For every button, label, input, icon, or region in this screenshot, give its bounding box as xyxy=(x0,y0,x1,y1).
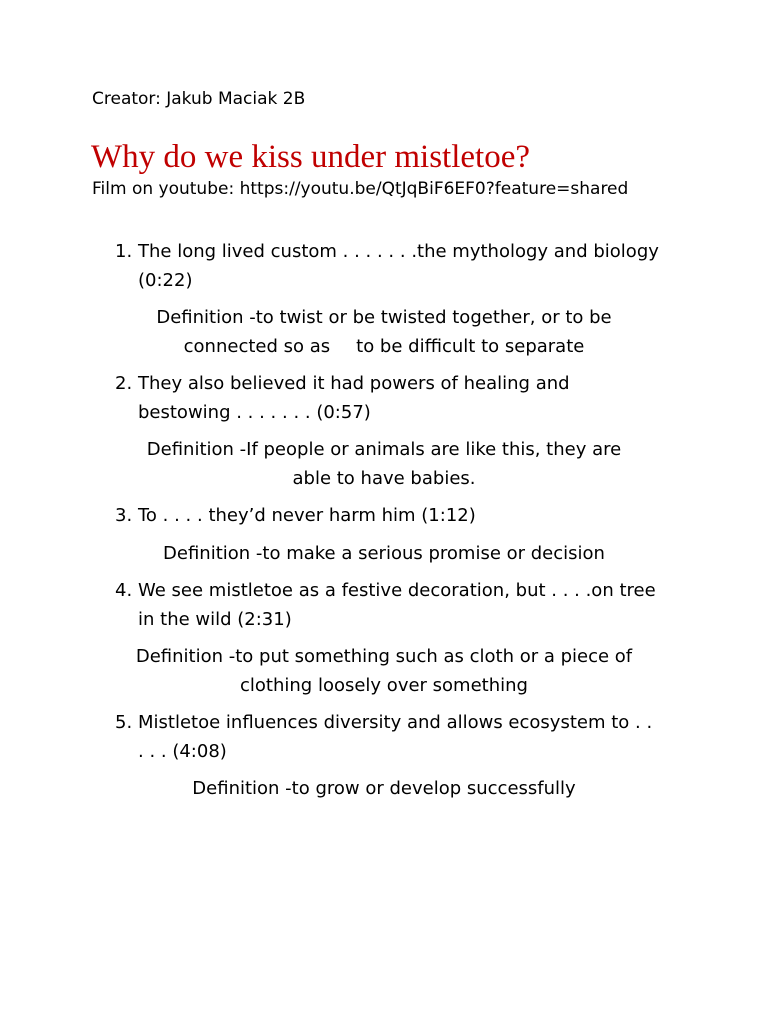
list-item xyxy=(0,238,768,361)
question-line: Mistletoe influences diversity and allows ecosystem to . . xyxy=(138,712,653,733)
question-line: bestowing . . . . . . . (0:57) xyxy=(138,401,371,423)
list-item xyxy=(0,370,768,493)
definition-line: able to have babies. xyxy=(292,467,476,489)
definition xyxy=(84,775,684,804)
question-line: in the wild (2:31) xyxy=(138,608,292,630)
list-item xyxy=(0,577,768,700)
definition-line: connected so as xyxy=(183,335,331,357)
question-number: 4. xyxy=(115,580,133,601)
definition xyxy=(84,643,684,700)
definition-line: Definition -If people or animals are like this, they are xyxy=(146,439,622,460)
definition xyxy=(84,304,684,361)
question-text xyxy=(0,238,683,295)
list-item xyxy=(0,502,768,568)
question-number: 1. xyxy=(115,241,133,262)
question-line: To . . . . they’d never harm him (1:12) xyxy=(138,505,476,526)
question-line: We see mistletoe as a festive decoration, but . . . .on tree xyxy=(138,580,656,601)
question-line: (0:22) xyxy=(138,269,193,291)
question-list xyxy=(0,238,768,813)
page-title: Why do we kiss under mistletoe? xyxy=(91,139,530,175)
film-link-line: Film on youtube: https://youtu.be/QtJqBiF6EF0?feature=shared xyxy=(92,179,629,199)
definition-line: clothing loosely over something xyxy=(240,674,528,696)
question-text xyxy=(0,709,683,766)
definition-line: Definition -to twist or be twisted together, or to be xyxy=(156,307,612,328)
question-text xyxy=(0,577,683,634)
question-text xyxy=(0,502,683,531)
list-item xyxy=(0,709,768,804)
definition-line: Definition -to make a serious promise or decision xyxy=(163,542,605,564)
question-number: 5. xyxy=(115,712,133,733)
creator-line: Creator: Jakub Maciak 2B xyxy=(92,89,306,109)
question-line: The long lived custom . . . . . . .the mythology and biology xyxy=(138,241,659,262)
question-text xyxy=(0,370,683,427)
question-line: . . . (4:08) xyxy=(138,740,227,762)
question-line: They also believed it had powers of healing and xyxy=(138,373,570,394)
definition-line: Definition -to put something such as cloth or a piece of xyxy=(135,646,633,667)
question-number: 2. xyxy=(115,373,133,394)
definition xyxy=(84,436,684,493)
definition-line: to be difficult to separate xyxy=(356,335,585,357)
definition xyxy=(84,540,684,569)
question-number: 3. xyxy=(115,505,133,526)
definition-line: Definition -to grow or develop successfully xyxy=(192,778,576,799)
